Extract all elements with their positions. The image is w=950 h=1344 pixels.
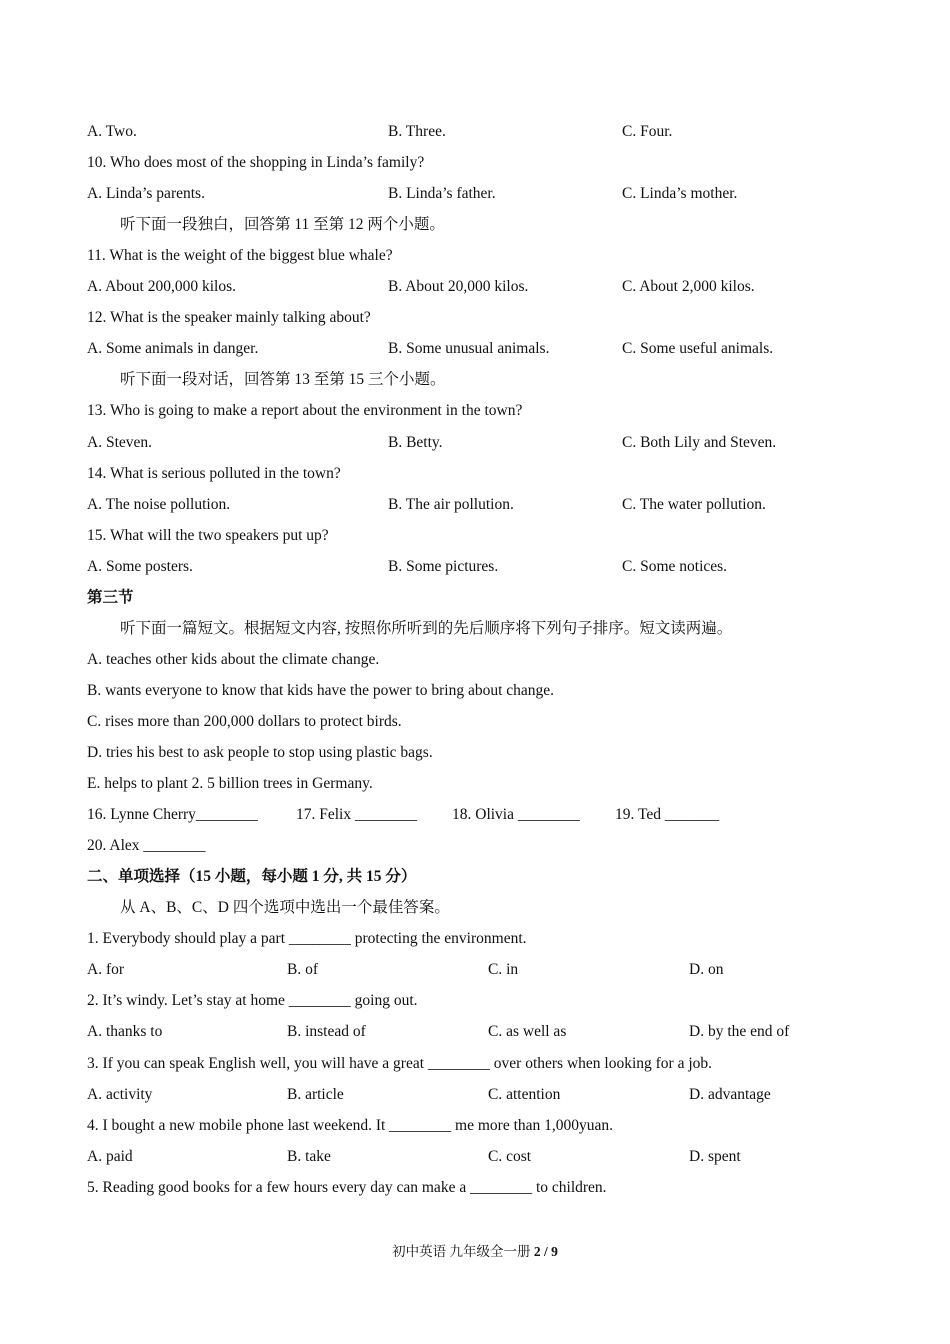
answer-option: C. cost xyxy=(488,1147,532,1165)
footer-label: 初中英语 九年级全一册 xyxy=(392,1244,531,1259)
answer-option: B. Three. xyxy=(388,123,446,140)
answer-option: C. Linda’s mother. xyxy=(622,185,738,203)
question-text: 10. Who does most of the shopping in Linda’s family? xyxy=(87,154,425,172)
question-text: 5. Reading good books for a few hours every day can make a ________ to children. xyxy=(87,1178,607,1196)
answer-option: A. About 200,000 kilos. xyxy=(87,278,236,296)
question-text: 13. Who is going to make a report about the environment in the town? xyxy=(87,402,523,420)
answer-option: A. Steven. xyxy=(87,433,153,451)
answer-option: A. Two. xyxy=(87,123,137,140)
answer-option: C. Some useful animals. xyxy=(622,340,774,358)
answer-option: B. take xyxy=(287,1147,331,1165)
options-row xyxy=(87,954,890,985)
page-number: 2 / 9 xyxy=(533,1244,558,1259)
answer-option: B. About 20,000 kilos. xyxy=(388,278,529,296)
question-text: 14. What is serious polluted in the town? xyxy=(87,464,341,482)
question-text: 4. I bought a new mobile phone last weekend. It ________ me more than 1,000yuan. xyxy=(87,1116,614,1134)
instruction-text: 听下面一段对话，回答第 13 至第 15 三个小题。 xyxy=(120,371,446,389)
options-row xyxy=(87,178,890,209)
options-row xyxy=(87,551,890,582)
question-text: D. tries his best to ask people to stop using plastic bags. xyxy=(87,744,433,761)
answer-option: A. Linda’s parents. xyxy=(87,185,205,203)
instruction-text: 听下面一篇短文。根据短文内容, 按照你所听到的先后顺序将下列句子排序。短文读两遍。 xyxy=(120,619,733,637)
answer-option: B. instead of xyxy=(287,1023,366,1041)
answer-option: B. Some pictures. xyxy=(388,557,499,575)
answer-option: D. spent xyxy=(689,1147,741,1165)
options-row xyxy=(87,333,890,364)
options-row xyxy=(87,427,890,458)
options-row xyxy=(87,489,890,520)
answer-option: B. article xyxy=(287,1085,344,1103)
answer-option: C. attention xyxy=(488,1085,561,1103)
answer-option: C. as well as xyxy=(488,1023,567,1041)
answer-option: D. advantage xyxy=(689,1085,771,1103)
answer-option: A. thanks to xyxy=(87,1023,163,1041)
question-text: 2. It’s windy. Let’s stay at home ________ going out. xyxy=(87,992,418,1010)
answer-option: A. Some posters. xyxy=(87,557,193,575)
options-row xyxy=(87,1079,890,1110)
instruction-text: 从 A、B、C、D 四个选项中选出一个最佳答案。 xyxy=(120,899,450,917)
question-text: B. wants everyone to know that kids have the power to bring about change. xyxy=(87,681,555,699)
answer-option: C. Both Lily and Steven. xyxy=(622,433,777,451)
answer-option: B. of xyxy=(287,961,318,979)
matching-item: 19. Ted _______ xyxy=(615,806,720,824)
answer-option: C. in xyxy=(488,961,519,979)
answer-option: A. for xyxy=(87,961,125,979)
instruction-text: 听下面一段独白，回答第 11 至第 12 两个小题。 xyxy=(120,216,445,234)
answer-option: D. by the end of xyxy=(689,1023,790,1041)
answer-option: C. Some notices. xyxy=(622,557,728,575)
page-footer xyxy=(0,1240,950,1264)
answer-option: B. Betty. xyxy=(388,433,443,451)
answer-option: C. About 2,000 kilos. xyxy=(622,278,755,296)
matching-item: 18. Olivia ________ xyxy=(452,806,580,824)
matching-item: 16. Lynne Cherry________ xyxy=(87,806,258,824)
section-heading: 第三节 xyxy=(87,588,134,606)
options-row xyxy=(87,1141,890,1172)
answer-option: B. The air pollution. xyxy=(388,495,514,513)
question-text: C. rises more than 200,000 dollars to protect birds. xyxy=(87,712,402,730)
answer-option: A. The noise pollution. xyxy=(87,495,231,513)
matching-item: 17. Felix ________ xyxy=(296,806,417,824)
options-row xyxy=(87,271,890,302)
question-text: 15. What will the two speakers put up? xyxy=(87,526,329,544)
answer-option: C. Four. xyxy=(622,123,673,140)
question-text: 20. Alex ________ xyxy=(87,837,206,855)
answer-option: D. on xyxy=(689,961,724,979)
answer-option: A. paid xyxy=(87,1147,133,1165)
section-heading: 二、单项选择（15 小题，每小题 1 分, 共 15 分） xyxy=(87,868,417,886)
answer-option: B. Linda’s father. xyxy=(388,185,496,203)
matching-row xyxy=(87,799,890,830)
answer-option: C. The water pollution. xyxy=(622,495,766,513)
answer-option: A. activity xyxy=(87,1085,153,1103)
options-row xyxy=(87,1016,890,1047)
question-text: 3. If you can speak English well, you will have a great ________ over others when looking for a job. xyxy=(87,1054,713,1072)
question-text: A. teaches other kids about the climate change. xyxy=(87,650,380,668)
question-text: E. helps to plant 2. 5 billion trees in Germany. xyxy=(87,775,373,793)
question-text: 1. Everybody should play a part ________ protecting the environment. xyxy=(87,930,527,948)
answer-option: B. Some unusual animals. xyxy=(388,340,550,358)
question-text: 11. What is the weight of the biggest blue whale? xyxy=(87,247,393,265)
options-row xyxy=(87,116,890,147)
question-text: 12. What is the speaker mainly talking about? xyxy=(87,309,371,327)
answer-option: A. Some animals in danger. xyxy=(87,340,259,358)
